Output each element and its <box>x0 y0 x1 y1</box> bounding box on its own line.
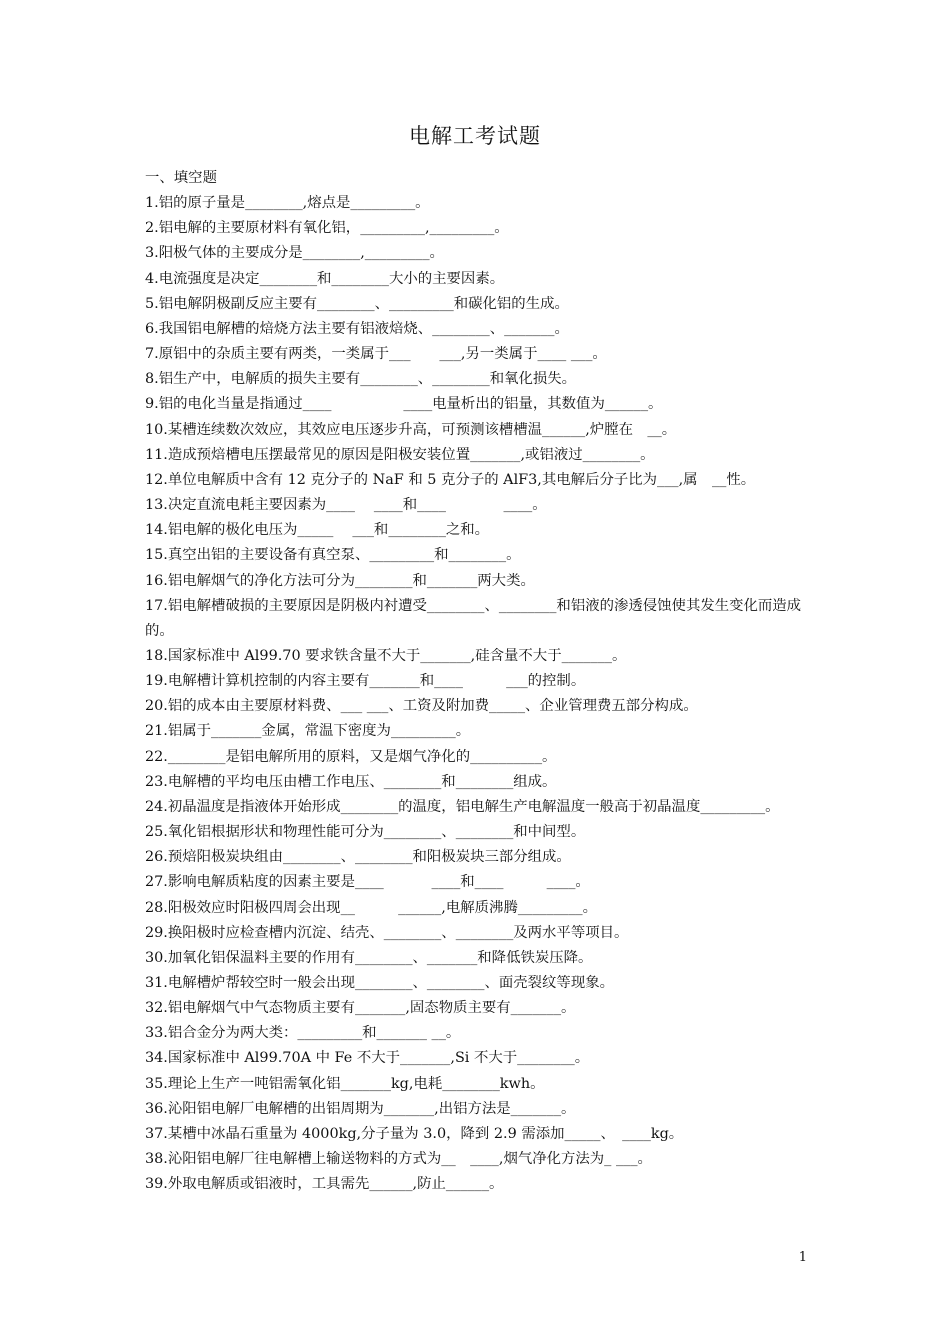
question-item: 10.某槽连续数次效应，其效应电压逐步升高，可预测该槽槽温______,炉膛在 __。 <box>145 421 677 438</box>
question-item: 11.造成预焙槽电压摆最常见的原因是阳极安装位置_______,或铝液过________。 <box>145 446 655 463</box>
question-item: 16.铝电解烟气的净化方法可分为________和_______两大类。 <box>145 572 535 589</box>
question-item: 20.铝的成本由主要原材料费、___ ___、工资及附加费_____、企业管理费五部分构成。 <box>145 698 698 715</box>
question-item: 38.沁阳铝电解厂往电解槽上输送物料的方式为__ ____,烟气净化方法为_ ___。 <box>145 1151 652 1168</box>
question-item: 8.铝生产中，电解质的损失主要有________、________和氧化损失。 <box>145 371 577 388</box>
question-item: 37.某槽中冰晶石重量为 4000kg,分子量为 3.0，降到 2.9 需添加_____、 ____kg。 <box>145 1125 684 1142</box>
section-heading: 一、填空题 <box>145 170 217 186</box>
question-item: 27.影响电解质粘度的因素主要是____ ____和____ ____。 <box>145 874 590 891</box>
question-item: 21.铝属于_______金属，常温下密度为_________。 <box>145 723 471 740</box>
question-item: 1.铝的原子量是________,熔点是_________。 <box>145 195 430 212</box>
question-item: 7.原铝中的杂质主要有两类，一类属于___ ___,另一类属于____ ___。 <box>145 346 607 363</box>
page-number: 1 <box>798 1250 807 1265</box>
question-item: 32.铝电解烟气中气态物质主要有_______,固态物质主要有_______。 <box>145 1000 576 1017</box>
question-item: 14.铝电解的极化电压为_____ ___和________之和。 <box>145 522 490 539</box>
question-item: 36.沁阳铝电解厂电解槽的出铝周期为_______,出铝方法是_______。 <box>145 1100 576 1117</box>
question-item: 33.铝合金分为两大类：_________和_______ __。 <box>145 1025 461 1042</box>
question-item: 31.电解槽炉帮较空时一般会出现________、________、面壳裂纹等现象。 <box>145 975 614 991</box>
question-item: 19.电解槽计算机控制的内容主要有_______和____ ___的控制。 <box>145 673 586 690</box>
question-item: 35.理论上生产一吨铝需氧化铝_______kg,电耗________kwh。 <box>145 1075 545 1092</box>
question-item: 5.铝电解阴极副反应主要有________、_________和碳化铝的生成。 <box>145 295 569 312</box>
question-item: 25.氧化铝根据形状和物理性能可分为________、________和中间型。 <box>145 824 586 841</box>
question-item: 3.阳极气体的主要成分是________,_________。 <box>145 245 444 262</box>
question-item: 4.电流强度是决定________和________大小的主要因素。 <box>145 270 505 287</box>
question-item: 23.电解槽的平均电压由槽工作电压、________和________组成。 <box>145 773 557 790</box>
question-item: 12.单位电解质中含有 12 克分子的 NaF 和 5 克分子的 AlF3,其电解后分子比为___,属 __性。 <box>145 471 756 488</box>
question-list <box>145 166 815 1197</box>
question-item: 6.我国铝电解槽的焙烧方法主要有铝液焙烧、________、_______。 <box>145 320 569 337</box>
question-item: 29.换阳极时应检查槽内沉淀、结壳、________、________及两水平等项目。 <box>145 924 629 941</box>
question-item: 18.国家标准中 Al99.70 要求铁含量不大于_______,硅含量不大于_______。 <box>145 647 627 664</box>
page-title: 电解工考试题 <box>409 124 541 148</box>
question-item: 15.真空出铝的主要设备有真空泵、_________和________。 <box>145 547 521 564</box>
question-item: 24.初晶温度是指液体开始形成________的温度，铝电解生产电解温度一般高于初晶温度_________。 <box>145 798 780 815</box>
question-item: 22.________是铝电解所用的原料，又是烟气净化的__________。 <box>145 748 557 765</box>
question-item: 30.加氧化铝保温料主要的作用有________、_______和降低铁炭压降。 <box>145 949 593 966</box>
question-item: 13.决定直流电耗主要因素为____ ____和____ ____。 <box>145 497 547 514</box>
question-item: 28.阳极效应时阳极四周会出现__ ______,电解质沸腾_________。 <box>145 899 597 916</box>
question-item: 34.国家标准中 Al99.70A 中 Fe 不大于_______,Si 不大于________。 <box>145 1050 590 1067</box>
question-item: 2.铝电解的主要原材料有氧化铝，_________,_________。 <box>145 220 509 237</box>
question-item: 17.铝电解槽破损的主要原因是阴极内衬遭受________、________和铝液的渗透侵蚀使其发生变化而造成的。 <box>145 597 802 639</box>
question-item: 9.铝的电化当量是指通过____ ____电量析出的铝量，其数值为______。 <box>145 396 663 413</box>
question-item: 26.预焙阳极炭块组由________、________和阳极炭块三部分组成。 <box>145 849 571 866</box>
question-item: 39.外取电解质或铝液时，工具需先______,防止______。 <box>145 1176 504 1193</box>
